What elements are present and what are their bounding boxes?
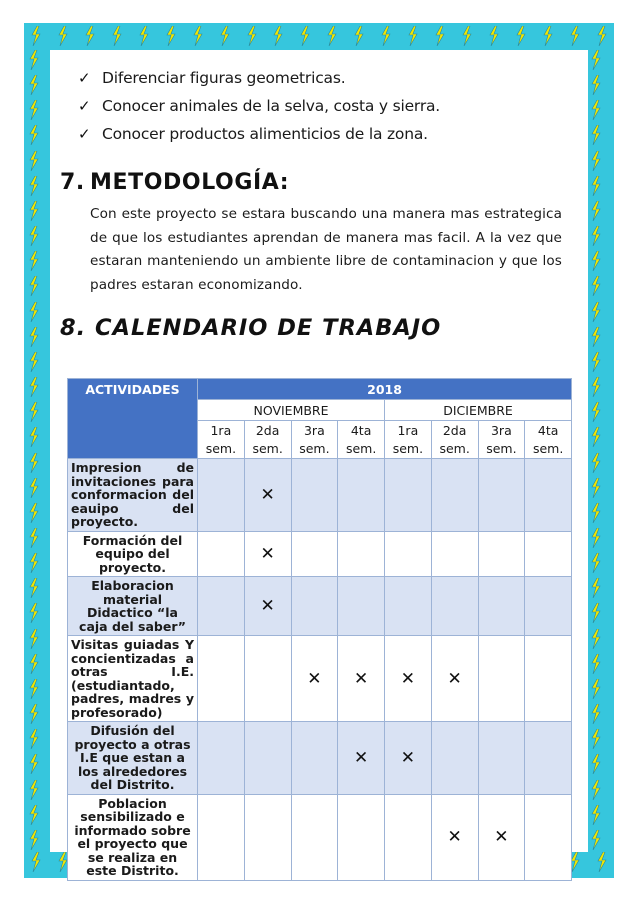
objective-text: Diferenciar figuras geometricas. xyxy=(102,69,346,87)
week-cell xyxy=(338,794,385,880)
lightning-bolt-icon xyxy=(28,176,40,196)
lightning-bolt-icon xyxy=(590,377,602,397)
lightning-bolt-icon xyxy=(596,852,608,872)
week-cell xyxy=(291,794,338,880)
scheduled-mark-icon: ✕ xyxy=(447,668,462,689)
lightning-bolt-icon xyxy=(28,151,40,171)
lightning-bolt-icon xyxy=(590,478,602,498)
week-cell xyxy=(431,636,478,722)
week-cell xyxy=(431,722,478,795)
activity-name: Elaboracion material Didactico “la caja del saber” xyxy=(68,577,198,636)
week-cell xyxy=(385,577,432,636)
objectives-list xyxy=(78,64,578,148)
lightning-bolt-icon xyxy=(590,780,602,800)
lightning-bolt-icon xyxy=(299,26,311,46)
lightning-bolt-icon xyxy=(138,26,150,46)
lightning-bolt-icon xyxy=(28,780,40,800)
lightning-bolt-icon xyxy=(111,26,123,46)
lightning-bolt-icon xyxy=(28,276,40,296)
lightning-bolt-icon xyxy=(28,704,40,724)
week-header xyxy=(478,421,525,459)
week-ordinal: 3ra xyxy=(303,422,325,438)
lightning-bolt-icon xyxy=(28,402,40,422)
week-cell xyxy=(198,722,245,795)
week-ordinal: 4ta xyxy=(537,422,559,438)
month-header: NOVIEMBRE xyxy=(198,400,385,421)
lightning-bolt-icon xyxy=(28,327,40,347)
scheduled-mark-icon: ✕ xyxy=(354,668,369,689)
lightning-bolt-icon xyxy=(407,26,419,46)
lightning-bolt-icon xyxy=(590,704,602,724)
week-cell xyxy=(478,577,525,636)
week-unit: sem. xyxy=(252,440,283,456)
scheduled-mark-icon: ✕ xyxy=(400,668,415,689)
lightning-bolt-icon xyxy=(28,125,40,145)
lightning-bolt-icon xyxy=(590,50,602,70)
week-ordinal: 2da xyxy=(442,422,467,438)
objective-item xyxy=(78,64,578,92)
lightning-bolt-icon xyxy=(380,26,392,46)
lightning-bolt-icon xyxy=(590,226,602,246)
week-cell xyxy=(291,459,338,532)
activity-name: Poblacion sensibilizado e informado sobre el proyecto que se realiza en este Distrito. xyxy=(68,794,198,880)
checkmark-icon: ✓ xyxy=(78,125,91,143)
lightning-bolt-icon xyxy=(28,528,40,548)
week-unit: sem. xyxy=(299,440,330,456)
week-cell xyxy=(338,636,385,722)
lightning-bolt-icon xyxy=(28,453,40,473)
week-cell xyxy=(525,794,572,880)
lightning-bolt-icon xyxy=(590,805,602,825)
lightning-bolt-icon xyxy=(590,830,602,850)
week-ordinal: 4ta xyxy=(350,422,372,438)
activities-header-label: ACTIVIDADES xyxy=(85,382,180,397)
lightning-bolt-icon xyxy=(590,629,602,649)
lightning-bolt-icon xyxy=(590,603,602,623)
lightning-bolt-icon xyxy=(590,453,602,473)
lightning-bolt-icon xyxy=(28,352,40,372)
week-unit: sem. xyxy=(205,440,237,456)
lightning-bolt-icon xyxy=(28,503,40,523)
activity-row xyxy=(68,636,572,722)
work-calendar-table xyxy=(67,378,572,881)
week-cell xyxy=(385,722,432,795)
week-header xyxy=(198,421,245,459)
lightning-bolt-icon xyxy=(590,302,602,322)
week-cell xyxy=(291,531,338,577)
week-cell xyxy=(385,459,432,532)
lightning-bolt-icon xyxy=(28,654,40,674)
week-cell xyxy=(338,577,385,636)
lightning-bolt-icon xyxy=(590,352,602,372)
week-ordinal: 1ra xyxy=(397,422,419,438)
lightning-bolt-icon xyxy=(326,26,338,46)
lightning-bolt-icon xyxy=(590,151,602,171)
week-header xyxy=(431,421,478,459)
lightning-bolt-icon xyxy=(590,729,602,749)
week-cell xyxy=(385,531,432,577)
lightning-bolt-icon xyxy=(28,427,40,447)
week-cell xyxy=(244,794,291,880)
checkmark-icon: ✓ xyxy=(78,97,91,115)
lightning-bolt-icon xyxy=(590,327,602,347)
week-cell xyxy=(478,459,525,532)
lightning-bolt-icon xyxy=(488,26,500,46)
week-cell xyxy=(431,794,478,880)
lightning-bolt-icon xyxy=(596,26,608,46)
lightning-bolt-icon xyxy=(590,553,602,573)
week-cell xyxy=(525,531,572,577)
activity-name: Visitas guiadas Y concientizadas a otras I.E. (estudiantado, padres, madres y profesorado) xyxy=(68,636,198,722)
week-unit: sem. xyxy=(486,440,517,456)
week-cell xyxy=(431,531,478,577)
lightning-bolt-icon xyxy=(590,427,602,447)
lightning-bolt-icon xyxy=(569,26,581,46)
week-unit: sem. xyxy=(345,440,377,456)
week-cell xyxy=(525,722,572,795)
week-cell xyxy=(478,531,525,577)
lightning-bolt-icon xyxy=(28,478,40,498)
lightning-bolt-icon xyxy=(84,26,96,46)
scheduled-mark-icon: ✕ xyxy=(447,827,462,847)
week-cell xyxy=(244,577,291,636)
week-header xyxy=(338,421,385,459)
lightning-bolt-icon xyxy=(590,503,602,523)
lightning-bolt-icon xyxy=(28,578,40,598)
lightning-bolt-icon xyxy=(28,100,40,120)
week-cell xyxy=(338,722,385,795)
lightning-bolt-icon xyxy=(590,679,602,699)
lightning-bolt-icon xyxy=(590,654,602,674)
week-ordinal: 3ra xyxy=(490,422,512,438)
scheduled-mark-icon: ✕ xyxy=(260,596,275,616)
month-header: DICIEMBRE xyxy=(385,400,572,421)
week-cell xyxy=(478,722,525,795)
objective-item xyxy=(78,92,578,120)
lightning-bolt-icon xyxy=(192,26,204,46)
activity-name: Difusión del proyecto a otras I.E que estan a los alrededores del Distrito. xyxy=(68,722,198,795)
lightning-bolt-icon xyxy=(28,251,40,271)
week-cell xyxy=(478,636,525,722)
week-cell xyxy=(198,459,245,532)
lightning-bolt-icon xyxy=(590,754,602,774)
week-cell xyxy=(244,636,291,722)
week-ordinal: 2da xyxy=(255,422,280,438)
lightning-bolt-icon xyxy=(590,276,602,296)
week-cell xyxy=(198,794,245,880)
week-header xyxy=(291,421,338,459)
week-cell xyxy=(338,459,385,532)
section-8-heading: 8. CALENDARIO DE TRABAJO xyxy=(60,315,442,341)
methodology-paragraph: Con este proyecto se estara buscando una manera mas estrategica de que los estudiantes aprendan de manera mas facil. A la vez que estaran manteniendo un ambiente libre de contaminacion y que los padres estaran economizando. xyxy=(90,206,562,293)
border-bolts-right xyxy=(590,50,610,850)
lightning-bolt-icon xyxy=(590,125,602,145)
activity-row xyxy=(68,794,572,880)
lightning-bolt-icon xyxy=(28,629,40,649)
activity-row xyxy=(68,459,572,532)
week-cell xyxy=(385,794,432,880)
lightning-bolt-icon xyxy=(590,578,602,598)
week-cell xyxy=(244,459,291,532)
week-header xyxy=(385,421,432,459)
section-7-title: METODOLOGÍA: xyxy=(90,170,290,195)
week-cell xyxy=(431,459,478,532)
objective-text: Conocer animales de la selva, costa y sierra. xyxy=(102,97,441,115)
activity-row xyxy=(68,722,572,795)
week-unit: sem. xyxy=(532,440,564,456)
week-cell xyxy=(244,722,291,795)
lightning-bolt-icon xyxy=(28,754,40,774)
week-cell xyxy=(198,531,245,577)
lightning-bolt-icon xyxy=(28,50,40,70)
lightning-bolt-icon xyxy=(461,26,473,46)
week-header xyxy=(244,421,291,459)
lightning-bolt-icon xyxy=(28,805,40,825)
section-7-heading xyxy=(60,170,289,195)
lightning-bolt-icon xyxy=(30,852,42,872)
week-cell xyxy=(291,636,338,722)
week-cell xyxy=(525,636,572,722)
week-cell xyxy=(244,531,291,577)
scheduled-mark-icon: ✕ xyxy=(400,747,415,768)
lightning-bolt-icon xyxy=(28,226,40,246)
lightning-bolt-icon xyxy=(28,729,40,749)
week-cell xyxy=(291,577,338,636)
week-unit: sem. xyxy=(392,440,424,456)
lightning-bolt-icon xyxy=(590,176,602,196)
lightning-bolt-icon xyxy=(590,402,602,422)
activity-row xyxy=(68,577,572,636)
week-cell xyxy=(385,636,432,722)
activities-header xyxy=(68,379,198,459)
lightning-bolt-icon xyxy=(57,26,69,46)
objective-text: Conocer productos alimenticios de la zona. xyxy=(102,125,428,143)
scheduled-mark-icon: ✕ xyxy=(307,668,322,689)
lightning-bolt-icon xyxy=(30,26,42,46)
activity-name: Impresion de invitaciones para conformacion del eauipo del proyecto. xyxy=(68,459,198,532)
lightning-bolt-icon xyxy=(590,100,602,120)
activity-name: Formación del equipo del proyecto. xyxy=(68,531,198,577)
lightning-bolt-icon xyxy=(28,553,40,573)
week-cell xyxy=(525,577,572,636)
lightning-bolt-icon xyxy=(272,26,284,46)
scheduled-mark-icon: ✕ xyxy=(354,747,369,768)
scheduled-mark-icon: ✕ xyxy=(260,484,275,505)
section-7-number: 7. xyxy=(60,170,85,195)
scheduled-mark-icon: ✕ xyxy=(494,827,509,847)
week-cell xyxy=(525,459,572,532)
lightning-bolt-icon xyxy=(246,26,258,46)
week-cell xyxy=(431,577,478,636)
week-cell xyxy=(338,531,385,577)
week-header xyxy=(525,421,572,459)
checkmark-icon: ✓ xyxy=(78,69,91,87)
lightning-bolt-icon xyxy=(542,26,554,46)
objective-item xyxy=(78,120,578,148)
week-ordinal: 1ra xyxy=(210,422,232,438)
week-cell xyxy=(198,577,245,636)
lightning-bolt-icon xyxy=(28,201,40,221)
week-unit: sem. xyxy=(439,440,470,456)
lightning-bolt-icon xyxy=(28,603,40,623)
lightning-bolt-icon xyxy=(353,26,365,46)
lightning-bolt-icon xyxy=(590,75,602,95)
lightning-bolt-icon xyxy=(434,26,446,46)
activity-row xyxy=(68,531,572,577)
lightning-bolt-icon xyxy=(28,75,40,95)
scheduled-mark-icon: ✕ xyxy=(260,543,275,564)
week-cell xyxy=(478,794,525,880)
lightning-bolt-icon xyxy=(219,26,231,46)
lightning-bolt-icon xyxy=(165,26,177,46)
border-bolts-top xyxy=(30,26,608,48)
year-header: 2018 xyxy=(198,379,572,400)
lightning-bolt-icon xyxy=(28,679,40,699)
week-cell xyxy=(198,636,245,722)
lightning-bolt-icon xyxy=(590,528,602,548)
lightning-bolt-icon xyxy=(590,251,602,271)
lightning-bolt-icon xyxy=(28,830,40,850)
lightning-bolt-icon xyxy=(515,26,527,46)
lightning-bolt-icon xyxy=(28,377,40,397)
week-cell xyxy=(291,722,338,795)
border-bolts-left xyxy=(28,50,48,850)
lightning-bolt-icon xyxy=(590,201,602,221)
lightning-bolt-icon xyxy=(28,302,40,322)
